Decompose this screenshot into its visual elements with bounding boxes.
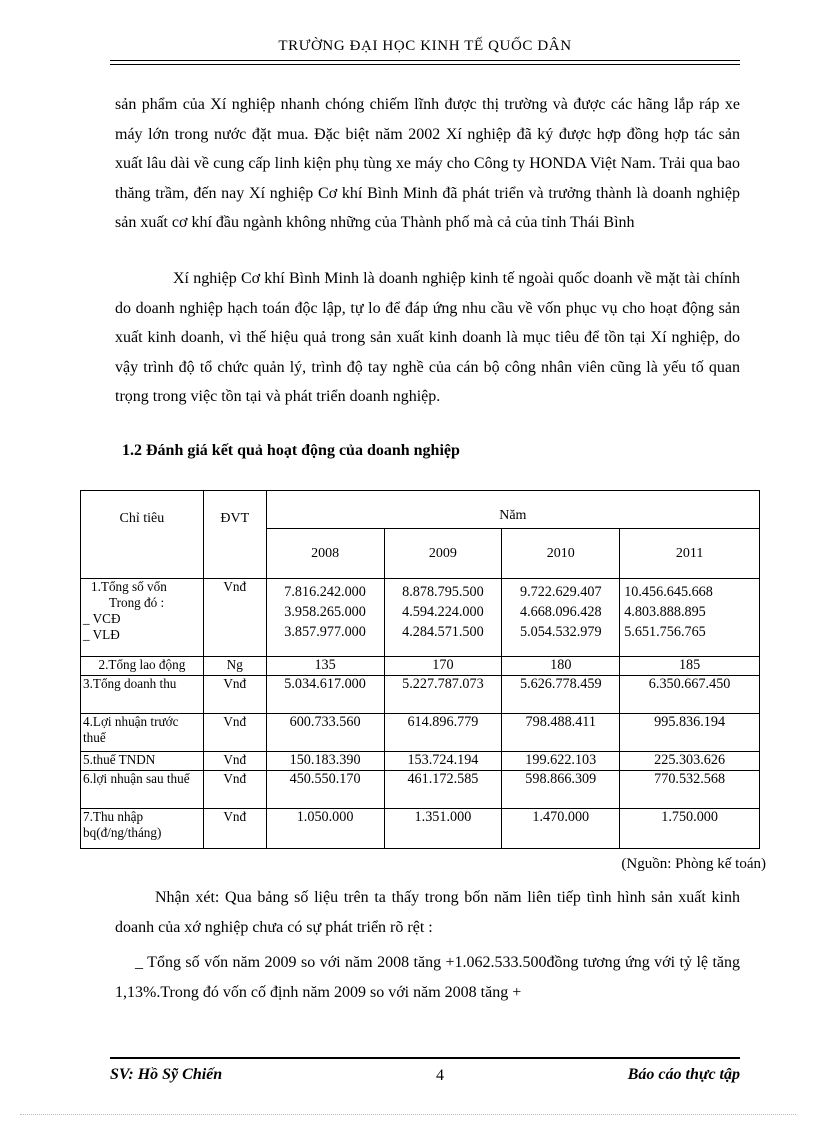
row-unit: Vnđ [203, 752, 266, 771]
table-row-revenue [81, 676, 760, 714]
header-indicator: Chỉ tiêu [81, 491, 204, 579]
row-unit: Vnđ [203, 771, 266, 809]
capital-2009-vcd: 4.594.224.000 [402, 604, 484, 620]
capital-2010-total: 9.722.629.407 [519, 584, 602, 600]
row-unit: Vnđ [203, 714, 266, 752]
row-value-2008: 5.034.617.000 [266, 676, 384, 714]
row-value-2009: 153.724.194 [384, 752, 502, 771]
row-value-2010: 598.866.309 [502, 771, 620, 809]
page-bottom-dotted-divider [20, 1114, 796, 1115]
capital-2009-total: 8.878.795.500 [402, 584, 484, 600]
header-year-2010: 2010 [502, 529, 620, 579]
row-value-2010: 199.622.103 [502, 752, 620, 771]
table-source-note: (Nguồn: Phòng kế toán) [621, 856, 766, 872]
row-label: 4.Lợi nhuận trước thuế [81, 714, 204, 752]
row-value-2009: 5.227.787.073 [384, 676, 502, 714]
capital-label-vcd: _ VCĐ [83, 611, 121, 626]
row-label: 5.thuế TNDN [81, 752, 204, 771]
row-value-2010: 798.488.411 [502, 714, 620, 752]
capital-2011-total: 10.456.645.668 [624, 584, 713, 600]
row-value-2009: 1.351.000 [384, 809, 502, 849]
row-value-2009: 461.172.585 [384, 771, 502, 809]
row-value-2011: 225.303.626 [620, 752, 760, 771]
row-value-2011: 185 [620, 657, 760, 676]
row-unit: Vnđ [203, 676, 266, 714]
capital-2010 [502, 579, 620, 657]
row-value-2010: 5.626.778.459 [502, 676, 620, 714]
results-table [80, 490, 760, 849]
table-row-labor [81, 657, 760, 676]
row-value-2010: 1.470.000 [502, 809, 620, 849]
capital-2010-vcd: 4.668.096.428 [519, 604, 602, 620]
capital-2008-total: 7.816.242.000 [284, 584, 366, 600]
page-header: TRƯỜNG ĐẠI HỌC KINH TẾ QUỐC DÂN [278, 38, 572, 54]
row-unit: Ng [203, 657, 266, 676]
capital-2010-vld: 5.054.532.979 [519, 624, 602, 640]
capital-2011-vld: 5.651.756.765 [624, 624, 706, 640]
paragraph-financial: Xí nghiệp Cơ khí Bình Minh là doanh nghiệp kinh tế ngoài quốc doanh về mặt tài chính do doanh nghiệp hạch toán độc lập, tự lo để đáp ứng nhu cầu về vốn phục vụ cho hoạt động sản xuất kinh doanh, vì thế hiệu quả trong sản xuất kinh doanh là mục tiêu để tồn tại Xí nghiệp, do vậy trình độ tổ chức quản lý, trình độ tay nghề của cán bộ công nhân viên cũng là yếu tố quan trọng trong việc tồn tại và phát triển doanh nghiệp. [115, 270, 740, 406]
capital-2008 [266, 579, 384, 657]
row-label: 2.Tổng lao động [81, 657, 204, 676]
header-year-2011: 2011 [620, 529, 760, 579]
header-rule-thin [110, 64, 740, 65]
row-value-2011: 770.532.568 [620, 771, 760, 809]
header-year-2009: 2009 [384, 529, 502, 579]
header-year-group: Năm [266, 491, 759, 529]
row-value-2011: 995.836.194 [620, 714, 760, 752]
capital-label-vld: _ VLĐ [83, 627, 120, 642]
capital-2011-vcd: 4.803.888.895 [624, 604, 706, 620]
row-value-2008: 135 [266, 657, 384, 676]
row-value-2008: 1.050.000 [266, 809, 384, 849]
row-value-2011: 6.350.667.450 [620, 676, 760, 714]
capital-unit: Vnđ [203, 579, 266, 657]
table-row-tax [81, 752, 760, 771]
header-year-2008: 2008 [266, 529, 384, 579]
row-value-2009: 614.896.779 [384, 714, 502, 752]
table-row-profit-after-tax [81, 771, 760, 809]
row-value-2010: 180 [502, 657, 620, 676]
row-value-2008: 450.550.170 [266, 771, 384, 809]
row-value-2008: 150.183.390 [266, 752, 384, 771]
capital-label-of-which: Trong đó : [109, 595, 165, 610]
row-value-2009: 170 [384, 657, 502, 676]
row-label: 7.Thu nhập bq(đ/ng/tháng) [81, 809, 204, 849]
row-unit: Vnđ [203, 809, 266, 849]
capital-label-total: 1.Tổng số vốn [91, 579, 167, 594]
paragraph-capital-growth: _ Tổng số vốn năm 2009 so với năm 2008 tăng +1.062.533.500đồng tương ứng với tỷ lệ tăng 1,13%.Trong đó vốn cố định năm 2009 so với năm 2008 tăng + [115, 954, 740, 1001]
footer-report-title: Báo cáo thực tập [627, 1066, 740, 1083]
row-label: 6.lợi nhuận sau thuế [81, 771, 204, 809]
capital-labels [81, 579, 204, 657]
table-row-capital [81, 579, 760, 657]
header-unit: ĐVT [203, 491, 266, 579]
capital-2009 [384, 579, 502, 657]
footer-student: SV: Hồ Sỹ Chiến [110, 1066, 223, 1083]
table-row-income [81, 809, 760, 849]
header-rule [110, 60, 740, 61]
paragraph-intro: sản phẩm của Xí nghiệp nhanh chóng chiếm lĩnh được thị trường và được các hãng lắp ráp xe máy lớn trong nước đặt mua. Đặc biệt năm 2002 Xí nghiệp đã ký được hợp đồng hợp tác sản xuất lâu dài về cung cấp linh kiện phụ tùng xe máy cho Công ty HONDA Việt Nam. Trải qua bao thăng trầm, đến nay Xí nghiệp Cơ khí Bình Minh đã phát triển và trưởng thành là doanh nghiệp sản xuất cơ khí đầu ngành không những của Thành phố mà cả của tỉnh Thái Bình [115, 96, 740, 232]
capital-2008-vld: 3.857.977.000 [284, 624, 366, 640]
row-label: 3.Tổng doanh thu [81, 676, 204, 714]
row-value-2011: 1.750.000 [620, 809, 760, 849]
paragraph-remark: Nhận xét: Qua bảng số liệu trên ta thấy trong bốn năm liên tiếp tình hình sản xuất kinh doanh của xớ nghiệp chưa có sự phát triển rõ rệt : [115, 889, 740, 936]
table-row-profit-before-tax [81, 714, 760, 752]
footer-rule [110, 1057, 740, 1059]
row-value-2008: 600.733.560 [266, 714, 384, 752]
capital-2011 [620, 579, 760, 657]
capital-2009-vld: 4.284.571.500 [402, 624, 484, 640]
capital-2008-vcd: 3.958.265.000 [284, 604, 366, 620]
page-number: 4 [436, 1067, 444, 1084]
section-title: 1.2 Đánh giá kết quả hoạt động của doanh nghiệp [122, 442, 460, 459]
